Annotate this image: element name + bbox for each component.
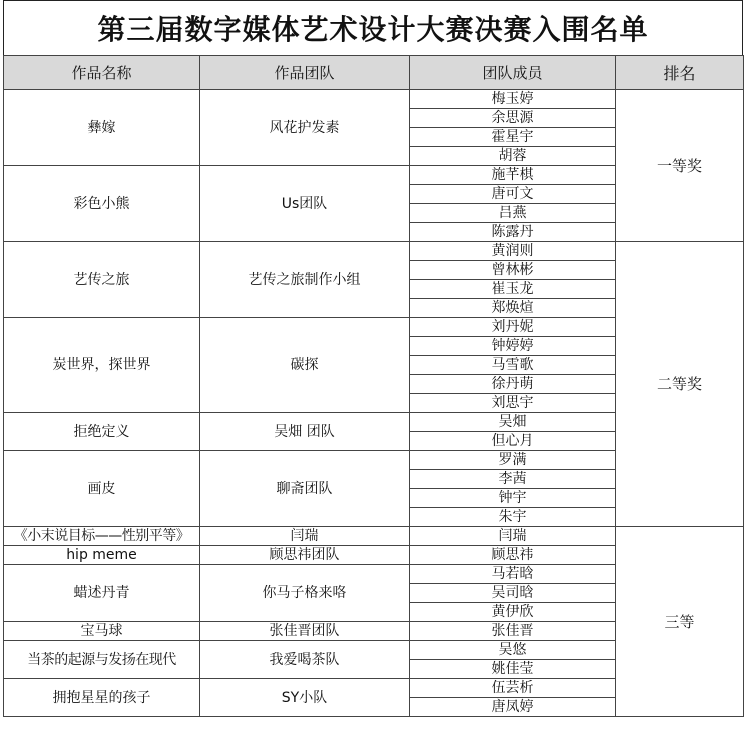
member-cell: 吴悠 [410,641,616,660]
header-team: 作品团队 [200,56,410,90]
team-name-cell: 张佳晋团队 [200,622,410,641]
table-row [4,90,744,109]
member-cell: 张佳晋 [410,622,616,641]
work-name-cell: 彝嫁 [4,90,200,166]
member-cell: 梅玉婷 [410,90,616,109]
team-name-cell: Us团队 [200,166,410,242]
member-cell: 吴畑 [410,413,616,432]
member-cell: 郑焕煊 [410,299,616,318]
member-cell: 吕燕 [410,204,616,223]
spreadsheet [3,0,743,717]
team-name-cell: 顾思祎团队 [200,546,410,565]
member-cell: 胡蓉 [410,147,616,166]
team-name-cell: SY小队 [200,679,410,717]
rank-cell-third: 三等 [616,527,744,717]
member-cell: 罗满 [410,451,616,470]
work-name-cell: 艺传之旅 [4,242,200,318]
header-rank: 排名 [616,56,744,90]
member-cell: 刘思宇 [410,394,616,413]
work-name-cell: 当茶的起源与发扬在现代 [4,641,200,679]
member-cell: 曾林彬 [410,261,616,280]
member-cell: 马若晗 [410,565,616,584]
work-name-cell: 画皮 [4,451,200,527]
member-cell: 崔玉龙 [410,280,616,299]
work-name-cell: 彩色小熊 [4,166,200,242]
member-cell: 唐凤婷 [410,698,616,717]
member-cell: 徐丹萌 [410,375,616,394]
work-name-cell: 拥抱星星的孩子 [4,679,200,717]
rank-cell-first: 一等奖 [616,90,744,242]
work-name-cell: 蜡述丹青 [4,565,200,622]
member-cell: 姚佳莹 [410,660,616,679]
table-row [4,242,744,261]
work-name-cell: 炭世界，探世界 [4,318,200,413]
member-cell: 余思源 [410,109,616,128]
member-cell: 施芊棋 [410,166,616,185]
member-cell: 朱宇 [410,508,616,527]
member-cell: 马雪歌 [410,356,616,375]
member-cell: 黄润则 [410,242,616,261]
team-name-cell: 你马子格来咯 [200,565,410,622]
member-cell: 钟宇 [410,489,616,508]
member-cell: 吴司晗 [410,584,616,603]
team-name-cell: 碳探 [200,318,410,413]
header-work: 作品名称 [4,56,200,90]
team-name-cell: 艺传之旅制作小组 [200,242,410,318]
member-cell: 伍芸析 [410,679,616,698]
finalist-table [3,55,744,717]
member-cell: 顾思祎 [410,546,616,565]
member-cell: 黄伊欣 [410,603,616,622]
member-cell: 唐可文 [410,185,616,204]
work-name-cell: 拒绝定义 [4,413,200,451]
member-cell: 刘丹妮 [410,318,616,337]
sheet-title: 第三届数字媒体艺术设计大赛决赛入围名单 [3,0,743,55]
team-name-cell: 我爱喝茶队 [200,641,410,679]
header-row [4,56,744,90]
member-cell: 李茜 [410,470,616,489]
table-row [4,527,744,546]
team-name-cell: 风花护发素 [200,90,410,166]
rank-cell-second: 二等奖 [616,242,744,527]
work-name-cell: hip meme [4,546,200,565]
member-cell: 钟婷婷 [410,337,616,356]
team-name-cell: 聊斋团队 [200,451,410,527]
member-cell: 闫瑞 [410,527,616,546]
team-name-cell: 闫瑞 [200,527,410,546]
member-cell: 但心月 [410,432,616,451]
member-cell: 陈露丹 [410,223,616,242]
header-members: 团队成员 [410,56,616,90]
work-name-cell: 宝马球 [4,622,200,641]
team-name-cell: 吴畑 团队 [200,413,410,451]
work-name-cell: 《小末说目标——性别平等》 [4,527,200,546]
member-cell: 霍星宇 [410,128,616,147]
